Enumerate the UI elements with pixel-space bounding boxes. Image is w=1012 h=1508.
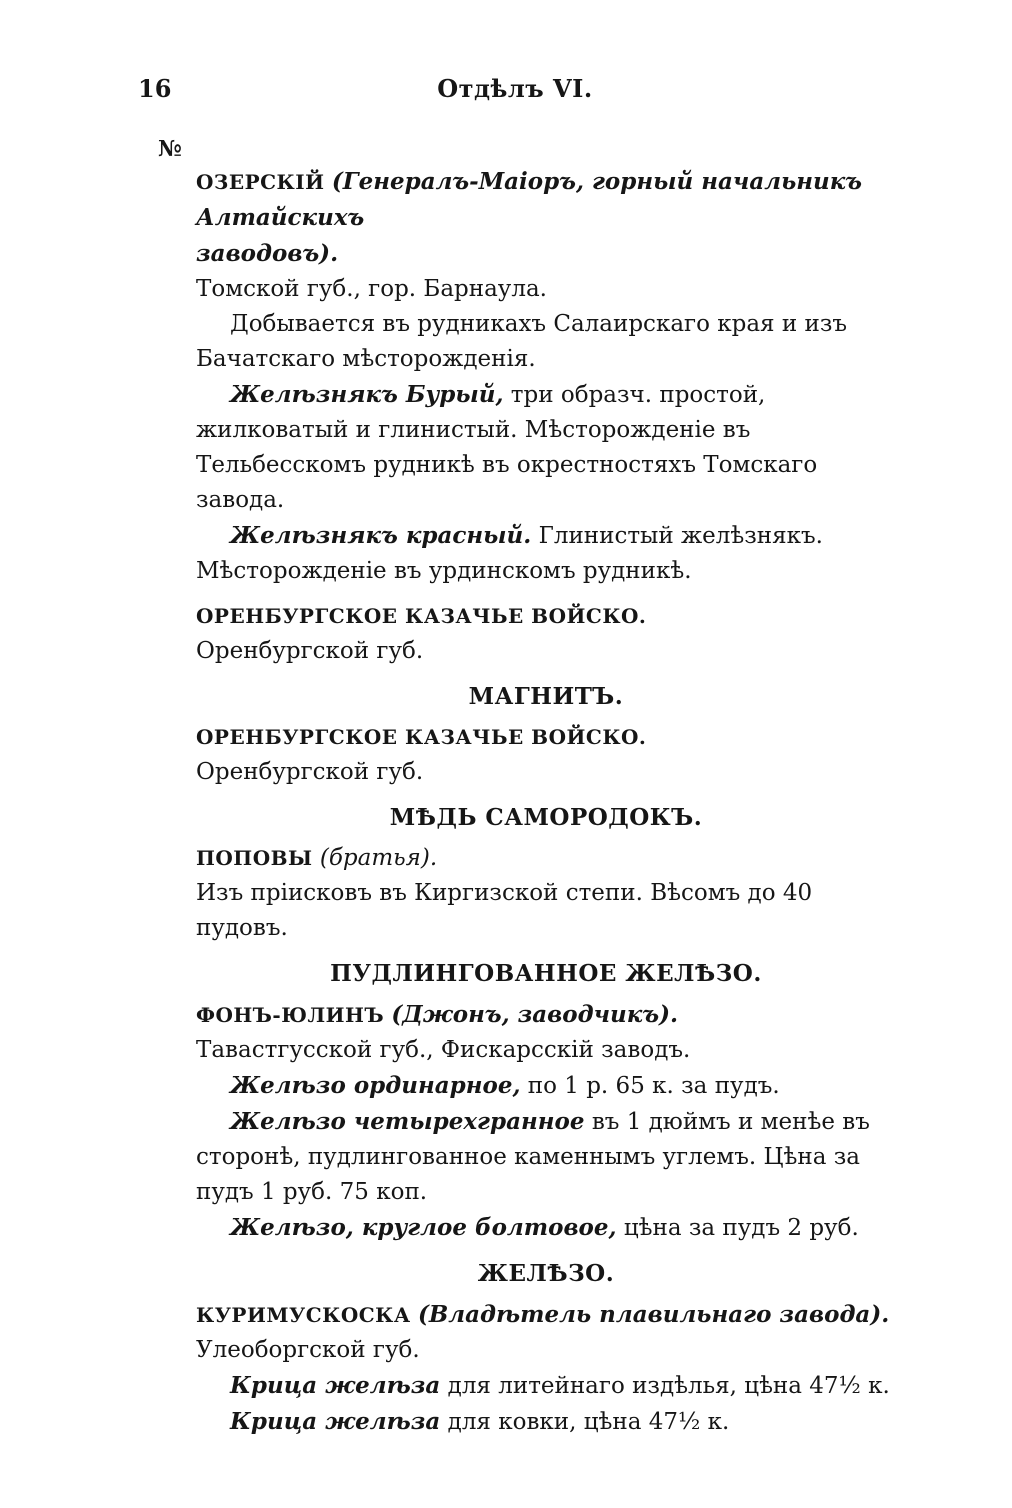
exhibitor-name: ПОПОВЫ xyxy=(196,846,313,870)
item-text: три образч. простой, жилковатый и глинистый. Мѣсторожденіе въ Тельбесскомъ рудникѣ въ окрестностяхъ Томскаго завода. xyxy=(196,382,818,513)
paragraph xyxy=(196,1068,896,1104)
entry-orenburg xyxy=(196,599,896,634)
exhibitor-title: (Джонъ, заводчикъ). xyxy=(391,1001,678,1028)
exhibitor-name: ФОНЪ-ЮЛИНЪ xyxy=(196,1003,385,1027)
item-term: Желѣзо четырехгранное xyxy=(230,1108,585,1135)
entry-ozersky xyxy=(196,164,896,272)
paragraph: Добывается въ рудникахъ Салаирскаго края и изъ Бачатскаго мѣсторожденія. xyxy=(196,311,848,372)
exhibitor-name: КУРИМУСКОСКА xyxy=(196,1303,411,1327)
paragraph xyxy=(196,377,896,518)
entry-fon-yulin xyxy=(196,997,896,1033)
number-sign: № xyxy=(158,136,182,162)
item-text: цѣна за пудъ 2 руб. xyxy=(623,1215,859,1241)
item-text: по 1 р. 65 к. за пудъ. xyxy=(527,1073,780,1099)
item-text: Глинистый желѣзнякъ. Мѣсторожденіе въ урдинскомъ рудникѣ. xyxy=(196,523,823,584)
item-term: Желѣзо, круглое болтовое, xyxy=(230,1214,617,1241)
location: Томской губ., гор. Барнаула. xyxy=(196,276,547,302)
exhibitor-name: ОЗЕРСКІЙ xyxy=(196,170,325,194)
page-content xyxy=(196,164,896,1440)
item-term: Желѣзнякъ красный. xyxy=(230,522,532,549)
location: Оренбургской губ. xyxy=(196,759,424,785)
exhibitor-title-cont: заводовъ). xyxy=(196,240,339,267)
item-text: въ 1 дюймъ и менѣе въ сторонѣ, пудлингованное каменнымъ углемъ. Цѣна за пудъ 1 руб. 75 коп. xyxy=(196,1109,870,1205)
paragraph xyxy=(196,1104,896,1210)
entry-kurimuskoska xyxy=(196,1297,896,1333)
paragraph xyxy=(196,1368,896,1404)
paragraph: Изъ прiисковъ въ Киргизской степи. Вѣсомъ до 40 пудовъ. xyxy=(196,880,813,941)
item-term: Желѣзнякъ Бурый, xyxy=(230,381,504,408)
entry-orenburg xyxy=(196,720,896,755)
section-heading: ЖЕЛѢЗО. xyxy=(477,1260,615,1287)
exhibitor-title: (Генералъ-Маіоръ, горный начальникъ Алтайскихъ xyxy=(196,168,863,231)
section-heading: МАГНИТЪ. xyxy=(468,683,624,710)
location: Оренбургской губ. xyxy=(196,638,424,664)
item-term: Крица желѣза xyxy=(230,1372,441,1399)
item-text: для литейнаго издѣлья, цѣна 47½ к. xyxy=(447,1373,890,1399)
exhibitor-title: (братья). xyxy=(319,845,438,871)
item-term: Крица желѣза xyxy=(230,1408,441,1435)
item-text: для ковки, цѣна 47½ к. xyxy=(447,1409,730,1435)
section-heading: МѢДЬ САМОРОДОКЪ. xyxy=(389,804,703,831)
item-term: Желѣзо ординарное, xyxy=(230,1072,521,1099)
paragraph xyxy=(196,1404,896,1440)
exhibitor-title: (Владѣтель плавильнаго завода). xyxy=(417,1301,890,1328)
entry-popovy xyxy=(196,841,896,876)
location: Тавастгусской губ., Фискарсскій заводъ. xyxy=(196,1037,691,1063)
section-header: Отдѣлъ VI. xyxy=(437,74,593,103)
page-number: 16 xyxy=(138,74,172,103)
paragraph xyxy=(196,518,896,589)
location: Улеоборгской губ. xyxy=(196,1337,420,1363)
paragraph xyxy=(196,1210,896,1246)
exhibitor-name: ОРЕНБУРГСКОЕ КАЗАЧЬЕ ВОЙСКО. xyxy=(196,604,647,628)
section-heading: ПУДЛИНГОВАННОЕ ЖЕЛѢЗО. xyxy=(330,960,762,987)
exhibitor-name: ОРЕНБУРГСКОЕ КАЗАЧЬЕ ВОЙСКО. xyxy=(196,725,647,749)
